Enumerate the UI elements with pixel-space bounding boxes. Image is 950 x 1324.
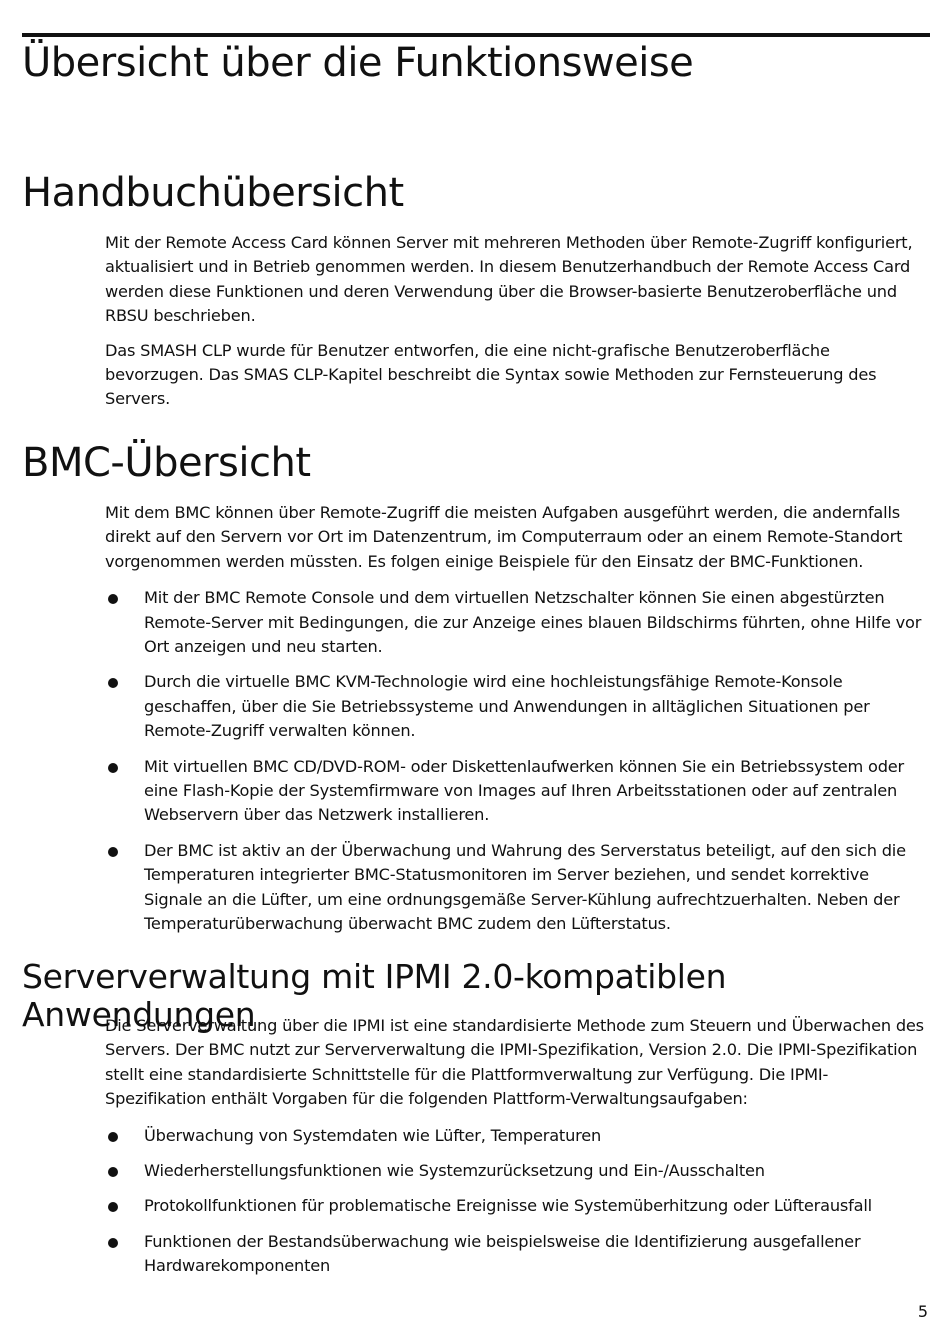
- section-body-ipmi: [105, 1014, 925, 1290]
- list-item: [105, 1230, 925, 1279]
- list-item: [105, 1194, 925, 1218]
- chapter-title: Übersicht über die Funktionsweise: [22, 40, 694, 86]
- section-body-bmc: [105, 501, 925, 948]
- bullet-icon: [108, 594, 118, 604]
- paragraph: Mit dem BMC können über Remote-Zugriff die meisten Aufgaben ausgeführt werden, die andernfalls direkt auf den Servern vor Ort im Datenzentrum, im Computerraum oder an einem Remote-Standort vorgenommen werden müssten. Es folgen einige Beispiele für den Einsatz der BMC-Funktionen.: [105, 503, 903, 571]
- list-item: [105, 1159, 925, 1183]
- list-item: [105, 1124, 925, 1148]
- list-item: [105, 670, 925, 743]
- page-number: 5: [917, 1302, 928, 1321]
- list-item-text: Wiederherstellungsfunktionen wie Systemzurücksetzung und Ein-/Ausschalten: [144, 1161, 765, 1181]
- list-item-text: Mit virtuellen BMC CD/DVD-ROM- oder Diskettenlaufwerken können Sie ein Betriebssystem oder eine Flash-Kopie der Systemfirmware von Images auf Ihren Arbeitsstationen oder auf zentralen Webservern über das Netzwerk installieren.: [144, 756, 904, 825]
- bullet-list-bmc: [105, 586, 925, 936]
- bullet-icon: [108, 847, 118, 857]
- bullet-icon: [108, 763, 118, 773]
- list-item: [105, 755, 925, 828]
- bullet-icon: [108, 1167, 118, 1177]
- paragraph: Das SMASH CLP wurde für Benutzer entworfen, die eine nicht-grafische Benutzeroberfläche bevorzugen. Das SMAS CLP-Kapitel beschreibt die Syntax sowie Methoden zur Fernsteuerung des Servers.: [105, 340, 877, 409]
- list-item-text: Funktionen der Bestandsüberwachung wie beispielsweise die Identifizierung ausgefallener Hardwarekomponenten: [144, 1231, 861, 1276]
- bullet-icon: [108, 678, 118, 688]
- bullet-icon: [108, 1132, 118, 1142]
- bullet-list-ipmi: [105, 1124, 925, 1279]
- bullet-icon: [108, 1238, 118, 1248]
- list-item-text: Durch die virtuelle BMC KVM-Technologie wird eine hochleistungsfähige Remote-Konsole geschaffen, über die Sie Betriebssysteme und Anwendungen in alltäglichen Situationen per Remote-Zugriff verwalten können.: [144, 672, 870, 741]
- list-item: [105, 839, 925, 937]
- list-item-text: Mit der BMC Remote Console und dem virtuellen Netzschalter können Sie einen abgestürzten Remote-Server mit Bedingungen, die zur Anzeige eines blauen Bildschirms führten, ohne Hilfe vor Ort anzeigen und neu starten.: [144, 588, 922, 657]
- section-body-handbuch: [105, 231, 925, 422]
- list-item-text: Protokollfunktionen für problematische Ereignisse wie Systemüberhitzung oder Lüfterausfall: [144, 1196, 872, 1216]
- section-title-handbuch: Handbuchübersicht: [22, 170, 404, 216]
- paragraph: Die Serververwaltung über die IPMI ist eine standardisierte Methode zum Steuern und Überwachen des Servers. Der BMC nutzt zur Serververwaltung die IPMI-Spezifikation, Version 2.0. Die IPMI-Spezifikation stellt eine standardisierte Schnittstelle für die Plattformverwaltung zur Verfügung. Die IPMI-Spezifikation enthält Vorgaben für die folgenden Plattform-Verwaltungsaufgaben:: [105, 1016, 924, 1109]
- paragraph: Mit der Remote Access Card können Server mit mehreren Methoden über Remote-Zugriff konfiguriert, aktualisiert und in Betrieb genommen werden. In diesem Benutzerhandbuch der Remote Access Card werden diese Funktionen und deren Verwendung über die Browser-basierte Benutzeroberfläche und RBSU beschrieben.: [105, 233, 913, 326]
- section-title-bmc: BMC-Übersicht: [22, 440, 311, 486]
- list-item-text: Überwachung von Systemdaten wie Lüfter, Temperaturen: [144, 1125, 602, 1145]
- list-item-text: Der BMC ist aktiv an der Überwachung und Wahrung des Serverstatus beteiligt, auf den sich die Temperaturen integrierter BMC-Statusmonitoren im Server beziehen, und sendet korrektive Signale an die Lüfter, um eine ordnungsgemäße Server-Kühlung aufrechtzuerhalten. Neben der Temperaturüberwachung überwacht BMC zudem den Lüfterstatus.: [144, 840, 906, 934]
- bullet-icon: [108, 1202, 118, 1212]
- section-title-ipmi: Serververwaltung mit IPMI 2.0-kompatiblen Anwendungen: [22, 957, 727, 1034]
- top-rule: [22, 33, 930, 37]
- list-item: [105, 586, 925, 659]
